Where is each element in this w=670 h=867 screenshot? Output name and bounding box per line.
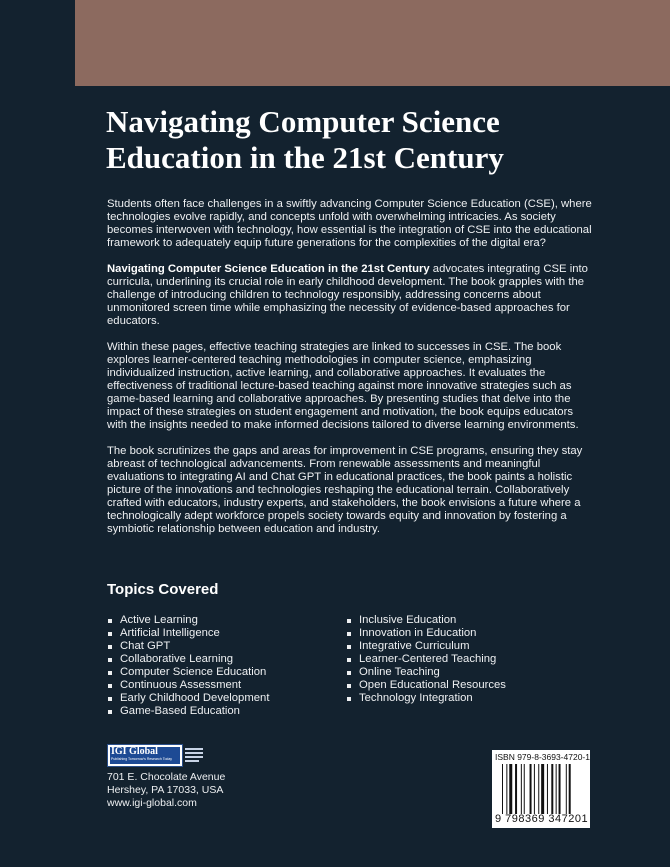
topic-item: Chat GPT — [107, 640, 269, 653]
topic-item: Game-Based Education — [107, 705, 269, 718]
publisher-logo — [107, 744, 183, 767]
book-title: Navigating Computer Science Education in the 21st Century — [106, 104, 504, 175]
logo-name: IGI Global — [111, 746, 158, 757]
paragraph-1: Students often face challenges in a swiftly advancing Computer Science Education (CSE), where technologies evolve rapidly, and concepts unfold with overwhelming intricacies. As society becomes interwoven with technology, how essential is the integration of CSE into the educational framework to adequately equip future generations for the complexities of the digital era? — [107, 198, 592, 249]
topic-item: Computer Science Education — [107, 666, 269, 679]
topic-item: Technology Integration — [346, 692, 506, 705]
publisher-website: www.igi-global.com — [107, 797, 197, 809]
address-line-2: Hershey, PA 17033, USA — [107, 784, 224, 796]
topic-item: Collaborative Learning — [107, 653, 269, 666]
topic-item: Active Learning — [107, 614, 269, 627]
paragraph-2-bold-title: Navigating Computer Science Education in the 21st Century — [107, 263, 430, 275]
logo-tagline: Publishing Tomorrow's Research Today — [111, 757, 173, 761]
topic-item: Learner-Centered Teaching — [346, 653, 506, 666]
topic-item: Inclusive Education — [346, 614, 506, 627]
isbn-barcode — [492, 750, 590, 828]
topic-item: Innovation in Education — [346, 627, 506, 640]
topic-item: Integrative Curriculum — [346, 640, 506, 653]
description — [107, 198, 593, 549]
top-color-band — [75, 0, 670, 86]
topics-heading: Topics Covered — [107, 581, 219, 598]
topic-item: Open Educational Resources — [346, 679, 506, 692]
topic-item: Continuous Assessment — [107, 679, 269, 692]
topic-item: Artificial Intelligence — [107, 627, 269, 640]
paragraph-2 — [107, 263, 593, 328]
isbn-text: ISBN 979-8-3693-4720-1 — [495, 752, 590, 762]
paragraph-4: The book scrutinizes the gaps and areas for improvement in CSE programs, ensuring they stay abreast of technological advancements. From renewable assessments and meaningful evaluations to integrating AI and Chat GPT in educational practices, the book paints a holistic picture of the innovations and technologies reshaping the educational terrain. Collaboratively crafted with educators, industry experts, and stakeholders, the book envisions a future where a technologically adept workforce propels society towards equity and innovation by fostering a symbiotic relationship between education and industry. — [107, 445, 583, 535]
barcode-digits: 9 798369 347201 — [495, 813, 589, 825]
topics-list-1 — [107, 614, 269, 718]
publisher-address — [107, 771, 225, 810]
paragraph-2-text: advocates integrating CSE into curricula, underlining its crucial role in early childhood development. The book grapples with the challenge of introducing children to technology responsibly, addressing concerns about unmonitored screen time while emphasizing the necessity of evidence-based approaches for educators. — [107, 263, 588, 327]
barcode-bars-icon — [502, 764, 582, 814]
topic-item: Early Childhood Development — [107, 692, 269, 705]
address-line-1: 701 E. Chocolate Avenue — [107, 771, 226, 783]
topics-list-2 — [346, 614, 506, 705]
paragraph-3: Within these pages, effective teaching strategies are linked to successes in CSE. The book explores learner-centered teaching methodologies in computer science, emphasizing individualized instruction, active learning, and collaborative approaches. It evaluates the effectiveness of traditional lecture-based teaching against more innovative strategies such as game-based learning and collaborative approaches. By presenting studies that delve into the impact of these strategies on student engagement and motivation, the book equips educators with the insights needed to make informed decisions tailored to diverse learning environments. — [107, 341, 579, 431]
topic-item: Online Teaching — [346, 666, 506, 679]
